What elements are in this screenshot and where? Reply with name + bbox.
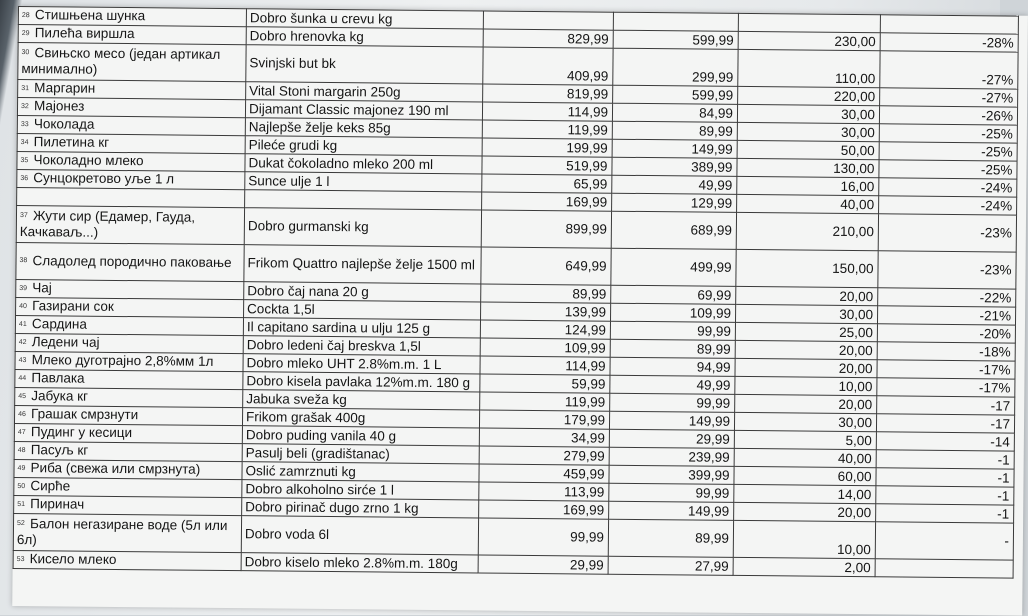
row-number: 44 <box>18 371 31 387</box>
row-number: 48 <box>18 443 31 459</box>
row-number: 33 <box>21 117 34 133</box>
item-name: 28 Стишњена шунка <box>18 7 246 27</box>
discount-price: 299,99 <box>613 48 738 86</box>
product-name: Dobro hrenovka kg <box>246 27 483 47</box>
product-name: Dijamant Classic majonez 190 ml <box>245 100 482 120</box>
discount-percent: -1 <box>876 468 1014 487</box>
product-name: Frikom grašak 400g <box>242 408 479 428</box>
price-difference: 110,00 <box>738 49 880 87</box>
price-difference: 60,00 <box>734 466 876 485</box>
item-name: 48 Пасуљ кг <box>14 441 242 461</box>
row-number: 32 <box>21 99 34 115</box>
item-name: 47 Пудинг у кесици <box>14 423 242 443</box>
discount-price: 49,99 <box>612 175 737 194</box>
item-name: 53 Кисело млеко <box>13 550 241 570</box>
discount-percent: -20% <box>877 324 1015 343</box>
discount-percent <box>875 559 1013 578</box>
discount-percent: -25% <box>879 124 1017 143</box>
item-name: 31 Маргарин <box>18 80 246 100</box>
item-name: 49 Риба (свежа или смрзнута) <box>14 459 242 479</box>
product-name: Dobro puding vanila 40 g <box>242 426 479 446</box>
discount-percent: - <box>875 522 1013 560</box>
regular-price: 899,99 <box>481 210 611 248</box>
product-name: Sunce ulje 1 l <box>245 172 482 192</box>
regular-price: 519,99 <box>482 156 612 175</box>
product-name: Frikom Quattro najlepše želje 1500 ml <box>244 245 481 284</box>
price-difference: 40,00 <box>734 448 876 467</box>
row-number: 53 <box>17 552 30 568</box>
price-difference: 30,00 <box>734 412 876 431</box>
price-list-page <box>12 6 1028 616</box>
regular-price: 819,99 <box>483 84 613 103</box>
discount-percent: -1 <box>876 486 1014 505</box>
product-name: Vital Stoni margarin 250g <box>246 82 483 102</box>
item-name: 51 Пиринач <box>14 495 242 515</box>
discount-percent: -17 <box>876 414 1014 433</box>
discount-price: 109,99 <box>611 303 736 322</box>
price-difference: 25,00 <box>735 322 877 341</box>
discount-percent: -27% <box>880 88 1018 107</box>
regular-price: 29,99 <box>478 555 608 574</box>
product-name: Dobro čaj nana 20 g <box>244 282 481 302</box>
price-difference: 10,00 <box>733 520 875 558</box>
row-number: 50 <box>17 479 30 495</box>
item-name: 46 Грашак смрзнути <box>14 405 242 425</box>
row-number: 46 <box>18 407 31 423</box>
price-difference: 14,00 <box>734 484 876 503</box>
item-name: 50 Сирће <box>14 477 242 497</box>
discount-percent <box>880 15 1018 34</box>
regular-price: 649,99 <box>481 247 611 285</box>
price-difference: 20,00 <box>735 340 877 359</box>
discount-price: 29,99 <box>609 429 734 448</box>
regular-price: 113,99 <box>479 482 609 501</box>
product-name: Dobro alkoholno sirće 1 l <box>242 480 479 500</box>
product-name: Dukat čokoladno mleko 200 ml <box>245 154 482 174</box>
discount-price: 84,99 <box>612 103 737 122</box>
discount-price: 89,99 <box>612 121 737 140</box>
product-name: Dobro kiselo mleko 2.8%m.m. 180g <box>241 553 478 573</box>
item-name: 37 Жути сир (Едамер, Гауда, Качкаваљ...) <box>16 205 244 244</box>
product-name <box>245 190 482 210</box>
discount-percent: -1 <box>876 504 1014 523</box>
discount-price: 599,99 <box>613 30 738 49</box>
regular-price: 89,99 <box>481 284 611 303</box>
price-difference: 20,00 <box>736 286 878 305</box>
discount-percent: -22% <box>878 288 1016 307</box>
product-name: Cockta 1,5l <box>244 300 481 320</box>
row-number: 30 <box>21 45 34 61</box>
product-name: Dobro pirinač dugo zrno 1 kg <box>242 498 479 518</box>
product-name: Dobro ledeni čaj breskva 1,5l <box>243 336 480 356</box>
row-number: 49 <box>17 461 30 477</box>
discount-price: 129,99 <box>612 193 737 212</box>
regular-price: 119,99 <box>480 392 610 411</box>
discount-price: 389,99 <box>612 157 737 176</box>
regular-price: 114,99 <box>482 102 612 121</box>
regular-price <box>483 11 613 30</box>
row-number: 39 <box>19 281 32 297</box>
item-name: 33 Чоколада <box>17 115 245 135</box>
row-number: 34 <box>21 135 34 151</box>
regular-price: 179,99 <box>479 410 609 429</box>
discount-price: 99,99 <box>610 321 735 340</box>
discount-price: 99,99 <box>609 483 734 502</box>
discount-percent: -28% <box>880 33 1018 52</box>
row-number: 37 <box>20 208 33 224</box>
row-number: 52 <box>17 516 30 532</box>
regular-price: 199,99 <box>482 138 612 157</box>
price-difference: 20,00 <box>735 358 877 377</box>
price-difference: 30,00 <box>737 122 879 141</box>
regular-price: 119,99 <box>482 120 612 139</box>
discount-price: 239,99 <box>609 447 734 466</box>
discount-percent: -17 <box>877 396 1015 415</box>
product-name: Dobro voda 6l <box>241 516 478 555</box>
discount-percent: -14 <box>876 432 1014 451</box>
item-name <box>17 187 245 207</box>
regular-price: 124,99 <box>480 320 610 339</box>
row-number: 43 <box>19 353 32 369</box>
discount-price: 149,99 <box>609 501 734 520</box>
row-number: 42 <box>19 335 32 351</box>
product-name: Dobro mleko UHT 2.8%m.m. 1 L <box>243 354 480 374</box>
price-difference: 30,00 <box>737 104 879 123</box>
discount-price: 499,99 <box>611 248 736 286</box>
regular-price: 109,99 <box>480 338 610 357</box>
row-number: 35 <box>20 153 33 169</box>
row-number: 47 <box>18 425 31 441</box>
item-name: 36 Сунцокретово уље 1 л <box>17 169 245 189</box>
row-number: 40 <box>19 299 32 315</box>
regular-price: 59,99 <box>480 374 610 393</box>
product-name: Oslić zamrznuti kg <box>242 462 479 482</box>
row-number: 51 <box>17 497 30 513</box>
regular-price: 99,99 <box>478 518 608 556</box>
regular-price: 409,99 <box>483 47 613 85</box>
row-number: 38 <box>19 253 32 269</box>
discount-price <box>613 12 738 31</box>
item-name: 38 Сладолед породично паковање <box>16 242 244 281</box>
item-name: 43 Млеко дуготрајно 2,8%мм 1л <box>15 351 243 371</box>
product-name: Pasulj beli (gradištanac) <box>242 444 479 464</box>
item-name: 34 Пилетина кг <box>17 133 245 153</box>
discount-percent: -23% <box>878 251 1016 289</box>
price-difference: 20,00 <box>735 394 877 413</box>
price-difference: 2,00 <box>733 557 875 576</box>
price-difference: 16,00 <box>737 176 879 195</box>
item-name: 41 Сардина <box>15 315 243 335</box>
discount-percent: -25% <box>879 160 1017 179</box>
discount-price: 94,99 <box>610 357 735 376</box>
regular-price: 169,99 <box>479 500 609 519</box>
price-difference: 220,00 <box>738 86 880 105</box>
row-number: 45 <box>18 389 31 405</box>
product-name: Pileće grudi kg <box>245 136 482 156</box>
row-number: 31 <box>21 81 34 97</box>
item-name: 35 Чоколадно млеко <box>17 151 245 171</box>
discount-percent: -21% <box>877 306 1015 325</box>
row-number: 41 <box>19 317 32 333</box>
discount-price: 69,99 <box>611 285 736 304</box>
price-table <box>13 6 1019 579</box>
discount-price: 689,99 <box>611 211 736 249</box>
price-difference: 20,00 <box>734 502 876 521</box>
discount-percent: -1 <box>876 450 1014 469</box>
discount-percent: -17% <box>877 378 1015 397</box>
regular-price: 139,99 <box>481 302 611 321</box>
regular-price: 169,99 <box>482 192 612 211</box>
price-difference: 50,00 <box>737 140 879 159</box>
discount-price: 599,99 <box>613 85 738 104</box>
price-difference <box>738 13 880 32</box>
discount-percent: -27% <box>880 51 1018 89</box>
product-name: Jabuka sveža kg <box>243 390 480 410</box>
regular-price: 279,99 <box>479 446 609 465</box>
discount-percent: -24% <box>879 178 1017 197</box>
discount-price: 149,99 <box>609 411 734 430</box>
row-number: 29 <box>22 26 35 42</box>
item-name: 52 Балон негазиране воде (5л или 6л) <box>13 513 241 552</box>
discount-price: 99,99 <box>610 393 735 412</box>
discount-price: 89,99 <box>610 339 735 358</box>
item-name: 45 Јабука кг <box>15 387 243 407</box>
product-name: Svinjski but bk <box>246 45 483 84</box>
item-name: 32 Мајонез <box>17 98 245 118</box>
discount-percent: -17% <box>877 360 1015 379</box>
discount-percent: -24% <box>879 196 1017 215</box>
discount-price: 89,99 <box>608 519 733 557</box>
discount-percent: -18% <box>877 342 1015 361</box>
product-name: Il capitano sardina u ulju 125 g <box>243 318 480 338</box>
price-difference: 150,00 <box>736 249 878 287</box>
regular-price: 114,99 <box>480 356 610 375</box>
product-name: Dobro šunka u crevu kg <box>246 9 483 29</box>
discount-price: 27,99 <box>608 556 733 575</box>
item-name: 44 Павлака <box>15 369 243 389</box>
price-difference: 130,00 <box>737 158 879 177</box>
row-number: 36 <box>20 171 33 187</box>
row-number: 28 <box>22 8 35 24</box>
discount-percent: -26% <box>879 106 1017 125</box>
regular-price: 65,99 <box>482 174 612 193</box>
regular-price: 34,99 <box>479 428 609 447</box>
regular-price: 829,99 <box>483 29 613 48</box>
discount-price: 49,99 <box>610 375 735 394</box>
item-name: 40 Газирани сок <box>16 297 244 317</box>
discount-percent: -25% <box>879 142 1017 161</box>
price-difference: 30,00 <box>735 304 877 323</box>
price-difference: 40,00 <box>737 194 879 213</box>
item-name: 39 Чај <box>16 279 244 299</box>
price-difference: 5,00 <box>734 430 876 449</box>
price-difference: 210,00 <box>736 212 878 250</box>
item-name: 29 Пилећа виршла <box>18 25 246 45</box>
discount-price: 149,99 <box>612 139 737 158</box>
regular-price: 459,99 <box>479 464 609 483</box>
product-name: Dobro kisela pavlaka 12%m.m. 180 g <box>243 372 480 392</box>
price-difference: 230,00 <box>738 31 880 50</box>
item-name: 30 Свињско месо (један артикал минимално) <box>18 43 246 82</box>
product-name: Najlepše želje keks 85g <box>245 118 482 138</box>
discount-percent: -23% <box>878 214 1016 252</box>
item-name: 42 Ледени чај <box>15 333 243 353</box>
price-difference: 10,00 <box>735 376 877 395</box>
product-name: Dobro gurmanski kg <box>244 208 481 247</box>
discount-price: 399,99 <box>609 465 734 484</box>
